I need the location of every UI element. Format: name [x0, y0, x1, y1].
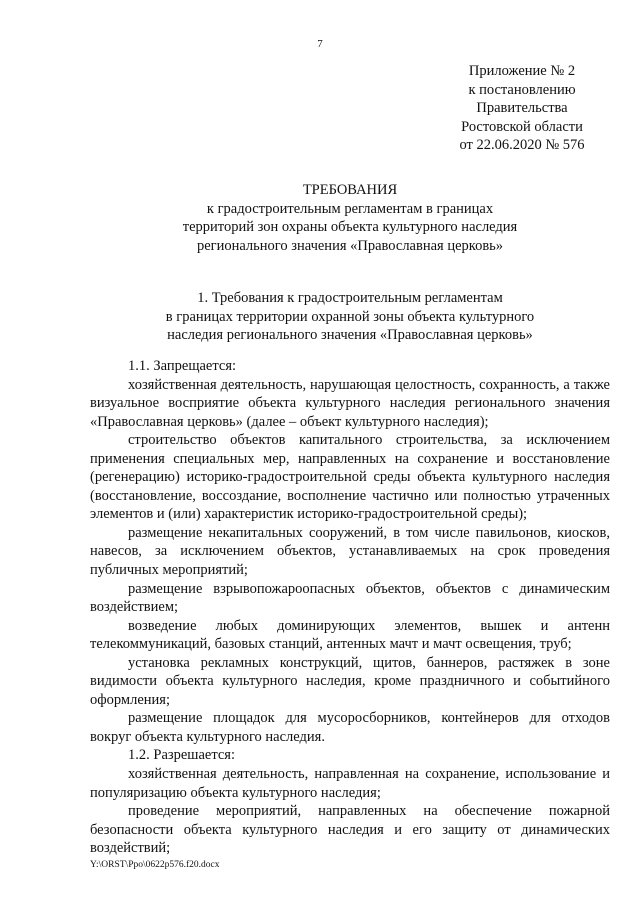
title-line: регионального значения «Православная церковь» — [196, 237, 504, 254]
paragraph: проведение мероприятий, направленных на обеспечение пожарной безопасности объекта культурного наследия и его защиту от динамических воздействий; — [90, 803, 610, 857]
paragraph: хозяйственная деятельность, нарушающая целостность, сохранность, а также визуальное восприятие объекта культурного наследия регионального значения «Православная церковь» (далее – объект культурного наследия); — [90, 376, 610, 430]
paragraph: размещение площадок для мусоросборников, контейнеров для отходов вокруг объекта культурного наследия. — [90, 710, 610, 745]
paragraph: хозяйственная деятельность, направленная на сохранение, использование и популяризацию объекта культурного наследия; — [90, 766, 610, 801]
paragraph: 1.2. Разрешается: — [128, 747, 235, 764]
appendix-line: от 22.06.2020 № 576 — [459, 137, 585, 153]
appendix-line: Правительства — [476, 100, 568, 116]
section-title-line: 1. Требования к градостроительным регламентам — [197, 290, 503, 306]
paragraph: строительство объектов капитального строительства, за исключением применения специальных мер, направленных на сохранение и восстановление (регенерацию) историко-градостроительной среды объекта культурного наследия (восстановление, воссоздание, восполнение частично или полностью утраченных элементов и (или) характеристик историко-градостроительной среды); — [90, 432, 610, 523]
section-title-line: в границах территории охранной зоны объекта культурного — [165, 308, 535, 325]
paragraph: размещение взрывопожароопасных объектов, объектов с динамическим воздействием; — [90, 580, 610, 616]
section-title-line: наследия регионального значения «Православная церковь» — [167, 327, 533, 343]
title-heading: ТРЕБОВАНИЯ — [302, 182, 398, 198]
file-path-footer: Y:\ORST\Ppo\0622p576.f20.docx — [90, 860, 220, 870]
paragraph: 1.1. Запрещается: — [128, 358, 237, 374]
title-line: к градостроительным регламентам в границах — [206, 200, 494, 217]
section-1-title — [90, 289, 610, 345]
appendix-block — [432, 62, 612, 155]
page-number: 7 — [317, 38, 323, 50]
paragraph: возведение любых доминирующих элементов, вышек и антенн телекоммуникаций, базовых станций, антенных мачт и мачт освещения, труб; — [90, 617, 610, 653]
appendix-line: Приложение № 2 — [468, 63, 576, 79]
paragraph: установка рекламных конструкций, щитов, баннеров, растяжек в зоне видимости объекта культурного наследия, кроме праздничного и событийного оформления; — [90, 654, 610, 708]
document-title — [90, 181, 610, 255]
title-line: территорий зон охраны объекта культурного наследия — [182, 219, 518, 235]
appendix-line: Ростовской области — [461, 118, 583, 135]
appendix-line: к постановлению — [468, 81, 576, 98]
paragraph: размещение некапитальных сооружений, в том числе павильонов, киосков, навесов, за исключением объектов, устанавливаемых на срок проведения публичных мероприятий; — [90, 524, 610, 579]
document-body — [90, 357, 610, 858]
